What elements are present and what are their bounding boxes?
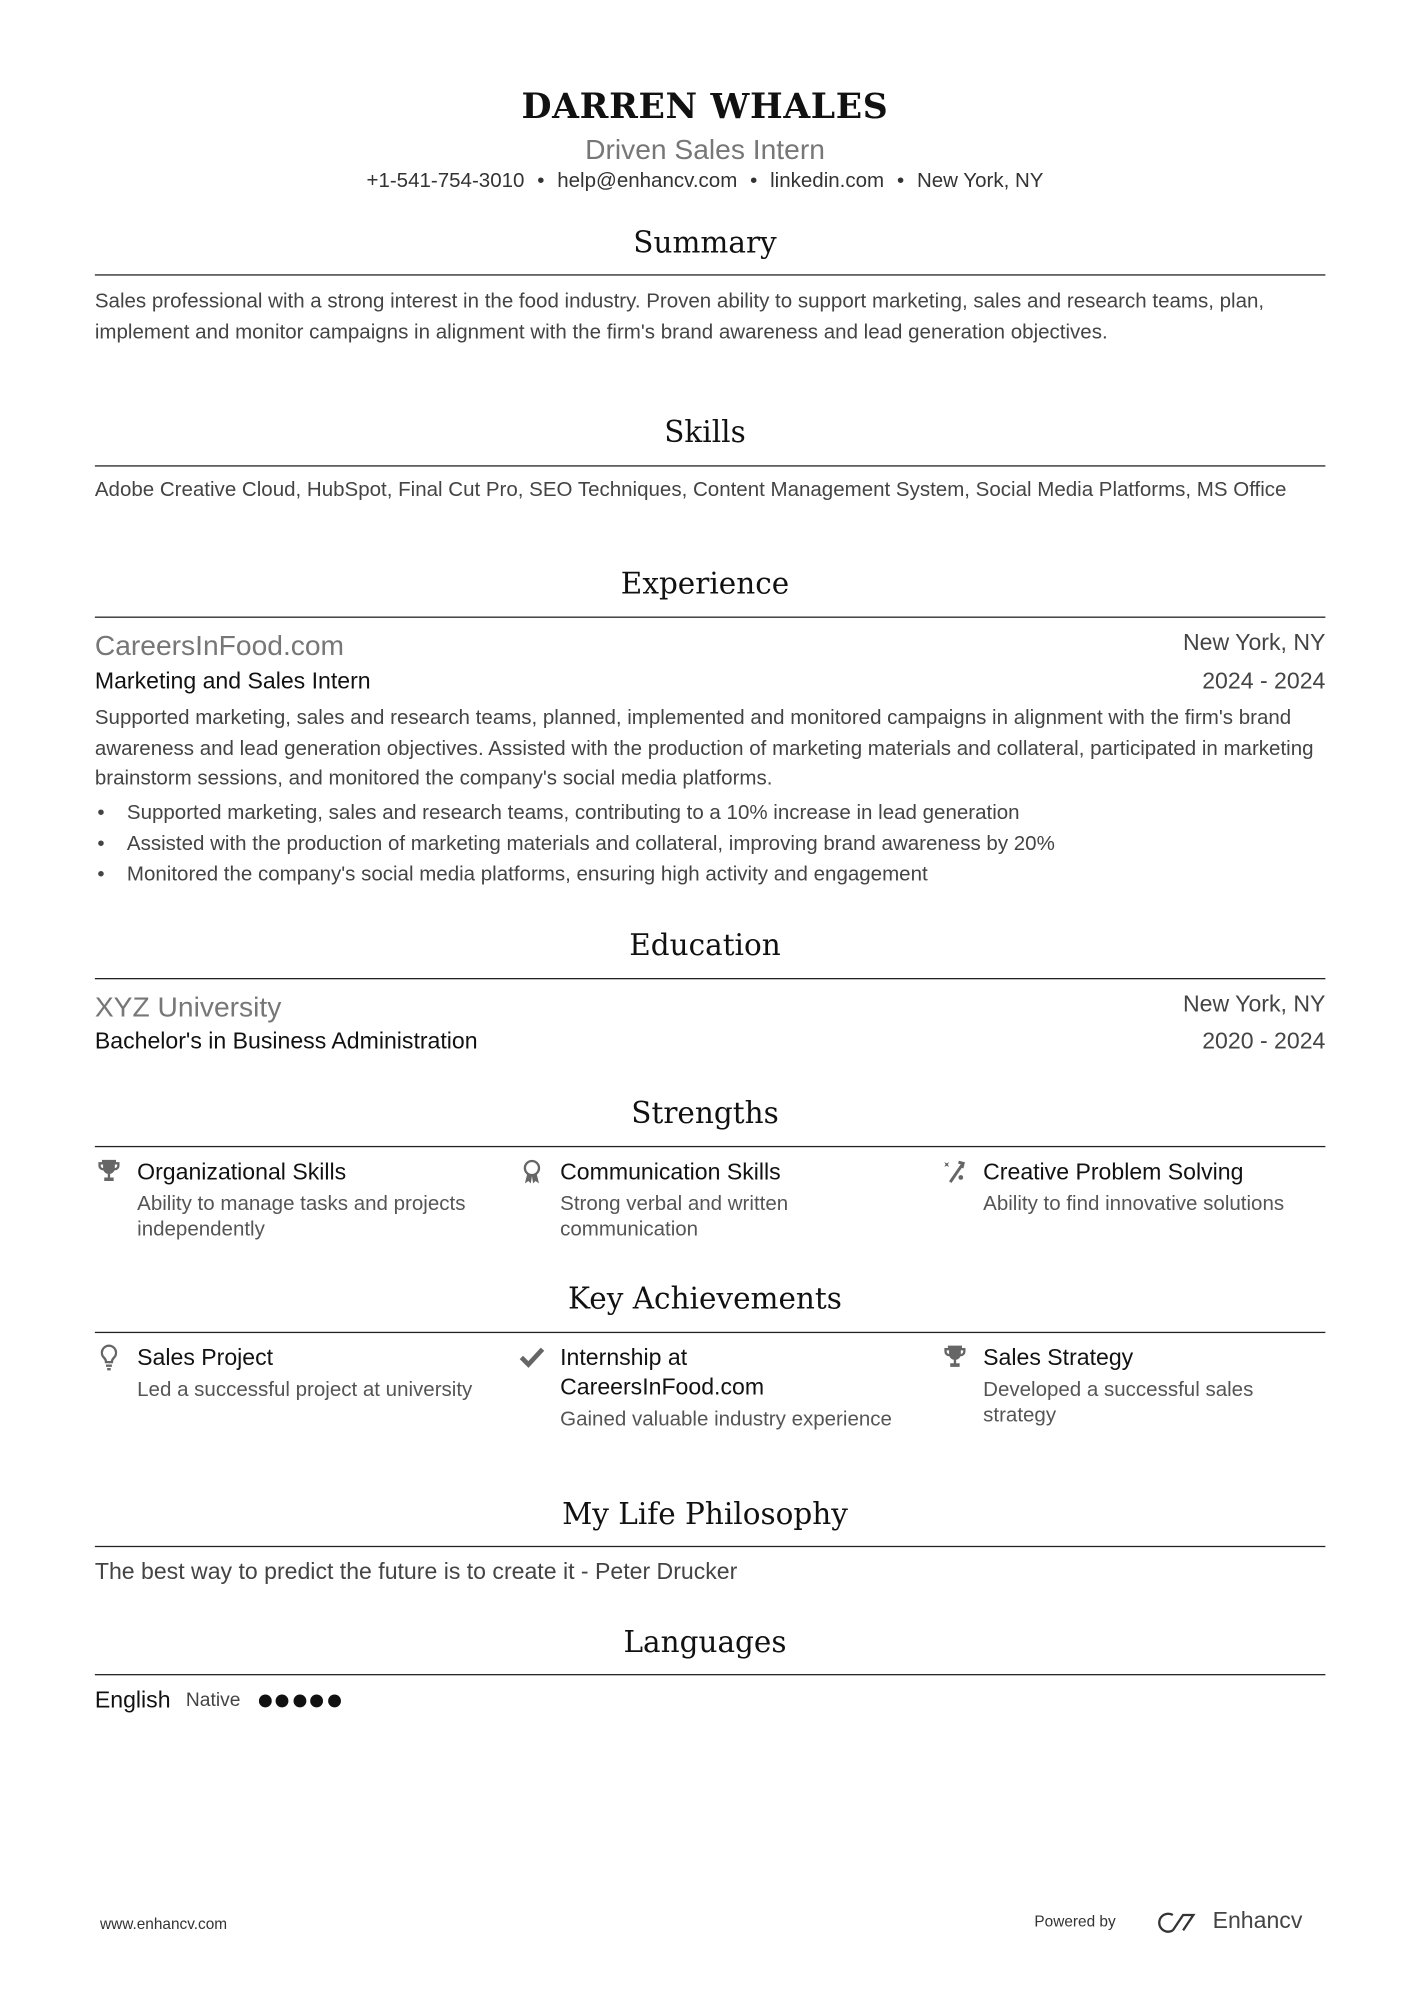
divider — [95, 274, 1326, 275]
experience-heading: Experience — [620, 567, 790, 602]
candidate-name: DARREN WHALES — [521, 87, 889, 127]
list-item: • Assisted with the production of marketing materials and collateral, improving brand awareness by 20% — [95, 829, 1326, 860]
lightbulb-icon — [95, 1343, 123, 1371]
philosophy-heading: My Life Philosophy — [562, 1498, 848, 1532]
phone[interactable]: +1-541-754-3010 — [366, 170, 525, 193]
medal-icon — [518, 1157, 546, 1185]
trophy-icon — [941, 1343, 969, 1371]
strength-item — [518, 1157, 903, 1243]
magic-wand-icon — [941, 1157, 969, 1185]
divider — [95, 978, 1326, 979]
job-description: Supported marketing, sales and research teams, planned, implemented and monitored campaigns in alignment with the firm's brand awareness and lead generation objectives. Assisted with the production of marketing materials and collateral, participated in marketing brainstorm sessions, and monitored the company's social media platforms. — [94, 707, 1314, 790]
footer-website[interactable]: www.enhancv.com — [99, 1915, 228, 1933]
rating-dot — [328, 1694, 341, 1707]
list-item: • Supported marketing, sales and research teams, contributing to a 10% increase in lead generation — [95, 799, 1326, 830]
candidate-title: Driven Sales Intern — [585, 133, 825, 166]
summary-text: Sales professional with a strong interest in the food industry. Proven ability to support marketing, sales and research teams, plan, implement and monitor campaigns in alignment with the firm's brand awareness and lead generation objectives. — [94, 290, 1265, 343]
strengths-list — [95, 1157, 1326, 1243]
education-heading: Education — [629, 929, 781, 963]
divider — [95, 465, 1326, 466]
rating-dot — [258, 1694, 271, 1707]
email[interactable]: help@enhancv.com — [557, 170, 738, 193]
strength-desc: Ability to manage tasks and projects independently — [137, 1193, 466, 1241]
education-row-2 — [95, 1028, 1326, 1055]
divider — [95, 1146, 1326, 1147]
footer-brand: Enhancv — [1212, 1907, 1303, 1933]
divider — [95, 617, 1326, 618]
achievement-title: Sales Project — [137, 1344, 274, 1371]
rating-dot — [310, 1694, 323, 1707]
degree: Bachelor's in Business Administration — [94, 1028, 478, 1054]
experience-row-1 — [95, 629, 1326, 662]
achievement-desc: Gained valuable industry experience — [560, 1408, 892, 1431]
job-bullets — [95, 799, 1326, 891]
powered-by: Powered by — [1034, 1912, 1116, 1931]
school-name: XYZ University — [94, 990, 282, 1023]
location: New York, NY — [916, 170, 1044, 193]
skills-text: Adobe Creative Cloud, HubSpot, Final Cut Pro, SEO Techniques, Content Management System, Social Media Platforms, MS Office — [94, 479, 1287, 502]
language-level: Native — [185, 1689, 241, 1712]
linkedin[interactable]: linkedin.com — [770, 170, 885, 193]
languages-heading: Languages — [623, 1626, 787, 1660]
achievement-desc: Developed a successful sales strategy — [983, 1379, 1254, 1427]
divider — [95, 1674, 1326, 1675]
education-row-1 — [95, 991, 1326, 1024]
strength-title: Organizational Skills — [137, 1158, 347, 1185]
trophy-icon — [95, 1157, 123, 1185]
achievements-heading: Key Achievements — [568, 1283, 842, 1317]
rating-dot — [276, 1694, 289, 1707]
strength-item — [95, 1157, 480, 1243]
divider — [95, 1546, 1326, 1547]
job-location: New York, NY — [1183, 629, 1326, 655]
skills-heading: Skills — [664, 416, 746, 450]
contact-info: +1-541-754-3010 • help@enhancv.com • linkedin.com • New York, NY — [366, 170, 1044, 193]
strength-desc: Ability to find innovative solutions — [983, 1193, 1285, 1216]
achievement-title: Sales Strategy — [983, 1344, 1134, 1371]
list-item: • Monitored the company's social media platforms, ensuring high activity and engagement — [95, 860, 1326, 891]
strength-title: Communication Skills — [560, 1158, 781, 1185]
experience-row-2 — [95, 668, 1326, 695]
job-role: Marketing and Sales Intern — [94, 667, 371, 694]
strength-desc: Strong verbal and written communication — [560, 1193, 789, 1241]
achievement-desc: Led a successful project at university — [137, 1379, 473, 1402]
strength-item — [941, 1157, 1326, 1243]
philosophy-text: The best way to predict the future is to create it - Peter Drucker — [94, 1558, 738, 1585]
summary-heading: Summary — [633, 226, 777, 261]
divider — [95, 1332, 1326, 1333]
job-dates: 2024 - 2024 — [1202, 667, 1326, 694]
strength-title: Creative Problem Solving — [983, 1158, 1244, 1185]
achievements-list — [95, 1343, 1326, 1433]
education-dates: 2020 - 2024 — [1202, 1028, 1326, 1054]
language-name: English — [94, 1686, 171, 1713]
school-location: New York, NY — [1183, 990, 1326, 1017]
achievement-title: Internship at CareersInFood.com — [560, 1344, 765, 1400]
language-rating — [258, 1694, 340, 1707]
achievement-item — [518, 1343, 903, 1433]
enhancv-logo-icon — [1155, 1910, 1204, 1936]
achievement-item — [941, 1343, 1326, 1433]
checkmark-icon — [518, 1343, 546, 1371]
achievement-item — [95, 1343, 480, 1433]
rating-dot — [293, 1694, 306, 1707]
strengths-heading: Strengths — [631, 1097, 779, 1131]
company-name: CareersInFood.com — [94, 629, 345, 662]
language-item — [95, 1687, 341, 1714]
